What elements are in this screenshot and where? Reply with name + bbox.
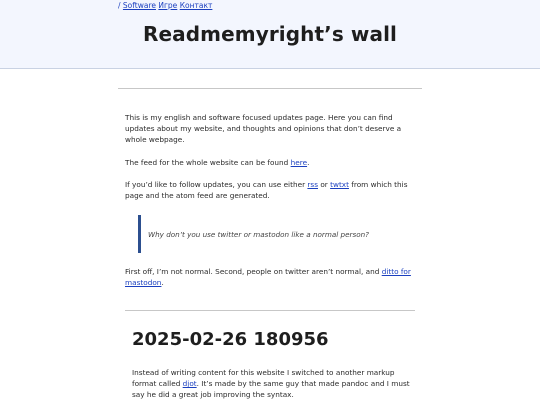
follow-paragraph — [125, 179, 415, 201]
follow-text-end: from which this page and the atom feed are generated. — [125, 179, 408, 201]
answer-paragraph — [125, 266, 415, 288]
breadcrumb-link-games[interactable]: Игре — [158, 1, 178, 10]
site-header — [0, 0, 540, 69]
answer-text-end: . — [161, 278, 164, 288]
feed-text-end: . — [307, 157, 310, 167]
answer-text: First off, I’m not normal. Second, people on twitter aren’t normal, and — [125, 267, 382, 276]
post-title: 2025-02-26 180956 — [132, 329, 329, 350]
intro-section — [125, 112, 415, 212]
post-text-end: . It’s made by the same guy that made pandoc and I must say he did a great job improving the syntax. — [132, 379, 410, 400]
follow-text-mid: or — [318, 179, 331, 189]
divider — [118, 88, 422, 89]
feed-link[interactable]: here — [290, 157, 308, 167]
rss-link[interactable]: rss — [307, 179, 318, 189]
breadcrumb-separator: / — [118, 1, 121, 10]
quote-text: Why don’t you use twitter or mastodon like a normal person? — [148, 230, 369, 239]
djot-link[interactable]: djot — [182, 379, 197, 389]
twtxt-link[interactable]: twtxt — [330, 179, 349, 189]
intro-paragraph: This is my english and software focused updates page. Here you can find updates about my website, and thoughts and opinions that don’t deserve a whole webpage. — [125, 113, 402, 145]
feed-paragraph — [125, 157, 415, 168]
breadcrumb-link-software[interactable]: Software — [122, 1, 156, 10]
breadcrumb — [118, 1, 212, 11]
page-title: Readmemyright’s wall — [142, 22, 398, 46]
post-text: Instead of writing content for this website I switched to another markup format called — [132, 368, 395, 389]
blockquote — [138, 215, 411, 253]
follow-text: If you’d like to follow updates, you can use either — [125, 179, 308, 189]
feed-text: The feed for the whole website can be found — [125, 157, 291, 167]
breadcrumb-link-contact[interactable]: Контакт — [179, 1, 213, 10]
post-body — [132, 367, 417, 401]
post-divider — [125, 310, 415, 311]
mastodon-link[interactable]: ditto for mastodon — [125, 267, 411, 288]
